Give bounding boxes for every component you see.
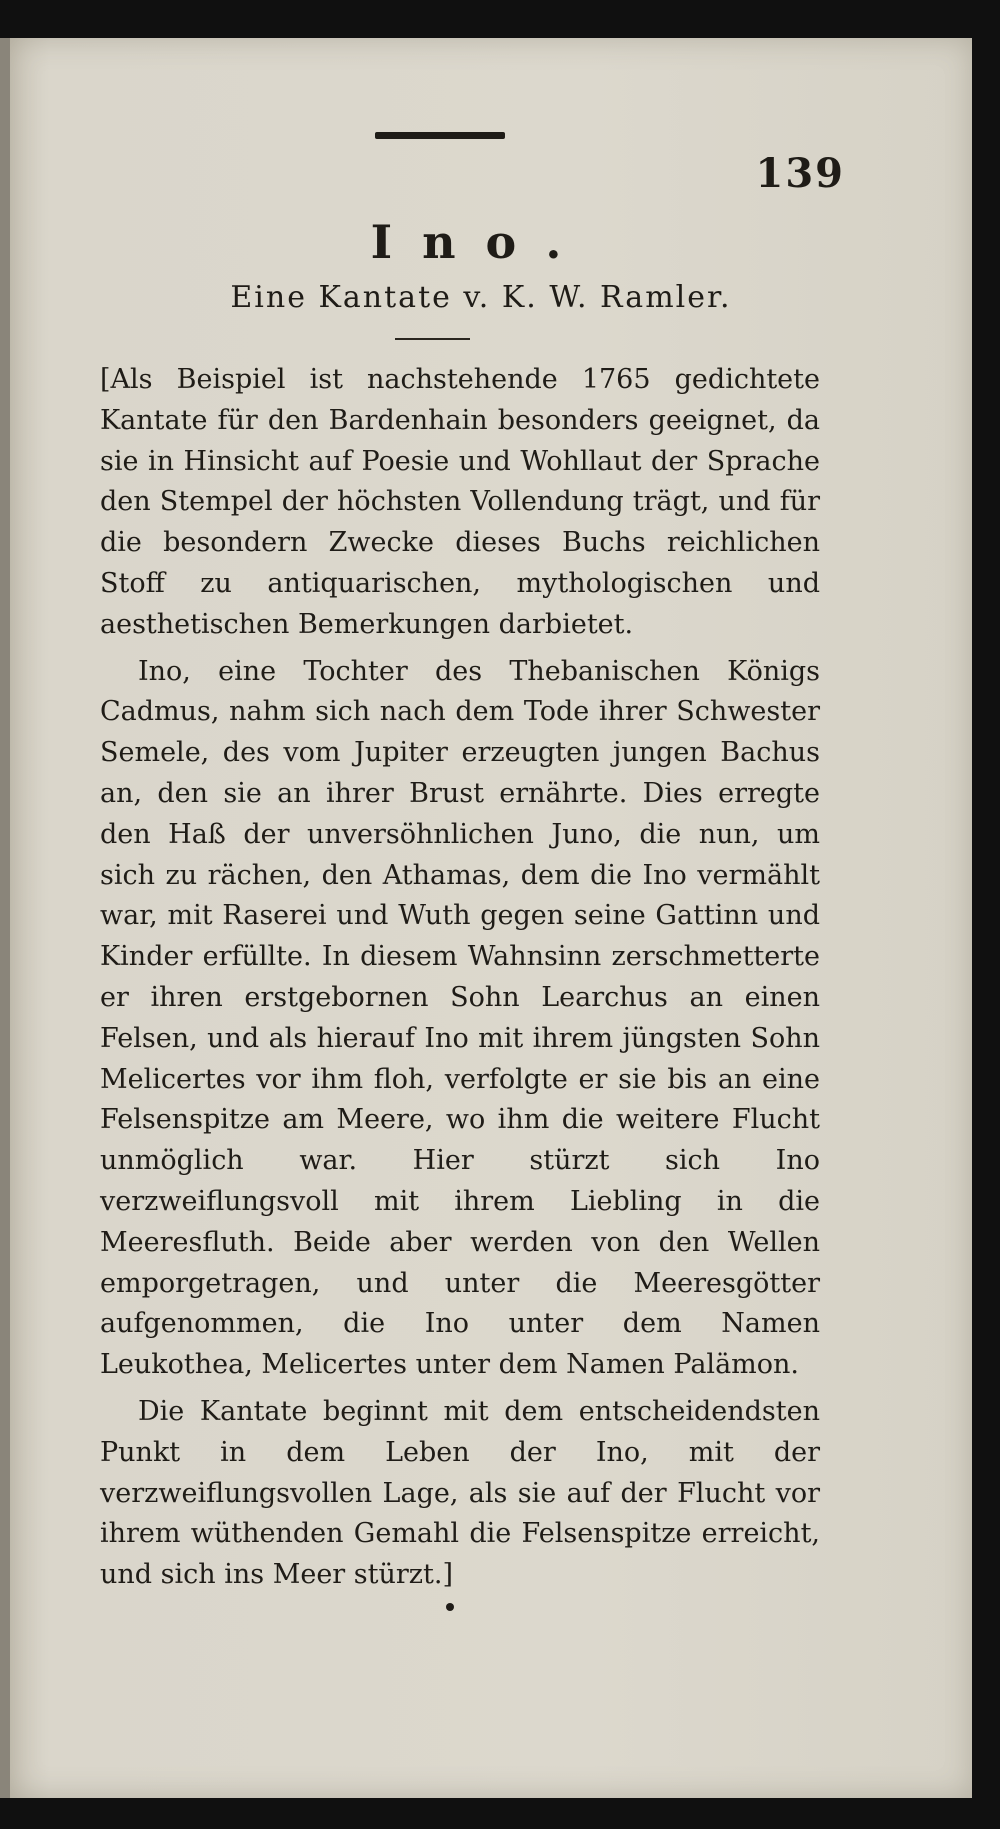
page-number: 139 — [755, 150, 845, 197]
page-title: Ino. — [370, 215, 592, 269]
paragraph-cantata: Die Kantate beginnt mit dem entscheidendsten Punkt in dem Leben der Ino, mit der verzweiflungsvollen Lage, als sie auf der Flucht vor ihrem wüthenden Gemahl die Felsenspitze erreicht, und sich ins Meer stürzt.] — [100, 1395, 820, 1591]
body-text — [100, 360, 820, 1602]
paragraph-story: Ino, eine Tochter des Thebanischen Königs Cadmus, nahm sich nach dem Tode ihrer Schwester Semele, des vom Jupiter erzeugten jungen Bachus an, den sie an ihrer Brust ernährte. Dies erregte den Haß der unversöhnlichen Juno, die nun, um sich zu rächen, den Athamas, dem die Ino vermählt war, mit Raserei und Wuth gegen seine Gattinn und Kinder erfüllte. In diesem Wahnsinn zerschmetterte er ihren erstgebornen Sohn Learchus an einen Felsen, und als hierauf Ino mit ihrem jüngsten Sohn Melicertes vor ihm floh, verfolgte er sie bis an eine Felsenspitze am Meere, wo ihm die weitere Flucht unmöglich war. Hier stürzt sich Ino verzweiflungsvoll mit ihrem Liebling in die Meeresfluth. Beide aber werden von den Wellen emporgetragen, und unter die Meeresgötter aufgenommen, die Ino unter dem Namen Leukothea, Melicertes unter dem Namen Palämon. — [100, 655, 820, 1381]
title-rule — [395, 338, 470, 340]
header-rule — [375, 132, 505, 139]
ornament-dot — [446, 1603, 454, 1611]
page-subtitle: Eine Kantate v. K. W. Ramler. — [230, 280, 732, 315]
paragraph-intro: [Als Beispiel ist nachstehende 1765 gedichtete Kantate für den Bardenhain besonders geeignet, da sie in Hinsicht auf Poesie und Wohllaut der Sprache den Stempel der höchsten Vollendung trägt, und für die besondern Zwecke dieses Buchs reichlichen Stoff zu antiquarischen, mythologischen und aesthetischen Bemerkungen darbietet. — [100, 364, 820, 640]
